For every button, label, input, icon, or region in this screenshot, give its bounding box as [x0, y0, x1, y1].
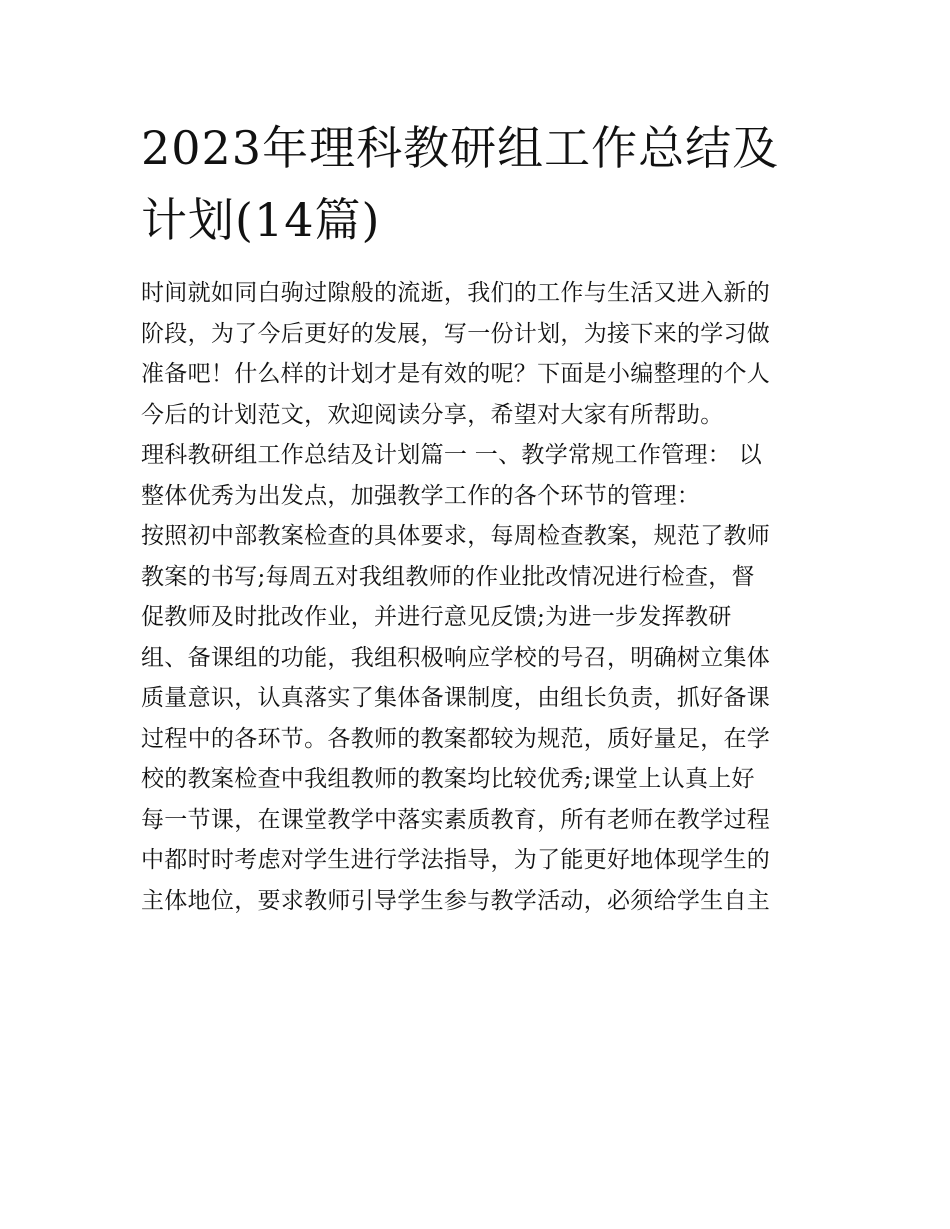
body-line: 中都时时考虑对学生进行学法指导，为了能更好地体现学生的: [141, 847, 771, 873]
body-line: 每一节课，在课堂教学中落实素质教育，所有老师在教学过程: [141, 806, 771, 833]
document-body: [141, 273, 813, 921]
title-line-1: 2023年理科教研组工作总结及: [141, 121, 780, 175]
document-content: [141, 112, 813, 921]
body-line: 按照初中部教案检查的具体要求，每周检查教案，规范了教师: [141, 523, 771, 549]
body-line: 整体优秀为出发点，加强教学工作的各个环节的管理：: [141, 482, 701, 509]
body-line: 组、备课组的功能，我组积极响应学校的号召，明确树立集体: [141, 644, 771, 671]
body-line: 今后的计划范文，欢迎阅读分享，希望对大家有所帮助。: [141, 401, 724, 428]
body-line: 质量意识，认真落实了集体备课制度，由组长负责，抓好备课: [141, 685, 771, 711]
body-line: 促教师及时批改作业，并进行意见反馈;为进一步发挥教研: [141, 604, 732, 630]
body-line: 校的教案检查中我组教师的教案均比较优秀;课堂上认真上好: [141, 766, 755, 792]
body-line: 时间就如同白驹过隙般的流逝，我们的工作与生活又进入新的: [141, 280, 771, 306]
document-title: [141, 112, 813, 256]
body-line: 阶段，为了今后更好的发展，写一份计划，为接下来的学习做: [141, 320, 771, 347]
title-line-2: 计划(14篇): [141, 193, 381, 247]
body-line: 理科教研组工作总结及计划篇一 一、教学常规工作管理： 以: [141, 442, 763, 468]
body-line: 主体地位，要求教师引导学生参与教学活动，必须给学生自主: [141, 887, 771, 914]
body-line: 过程中的各环节。各教师的教案都较为规范，质好量足，在学: [141, 725, 771, 752]
body-line: 准备吧！什么样的计划才是有效的呢？下面是小编整理的个人: [141, 361, 771, 387]
body-line: 教案的书写;每周五对我组教师的作业批改情况进行检查，督: [141, 563, 755, 590]
